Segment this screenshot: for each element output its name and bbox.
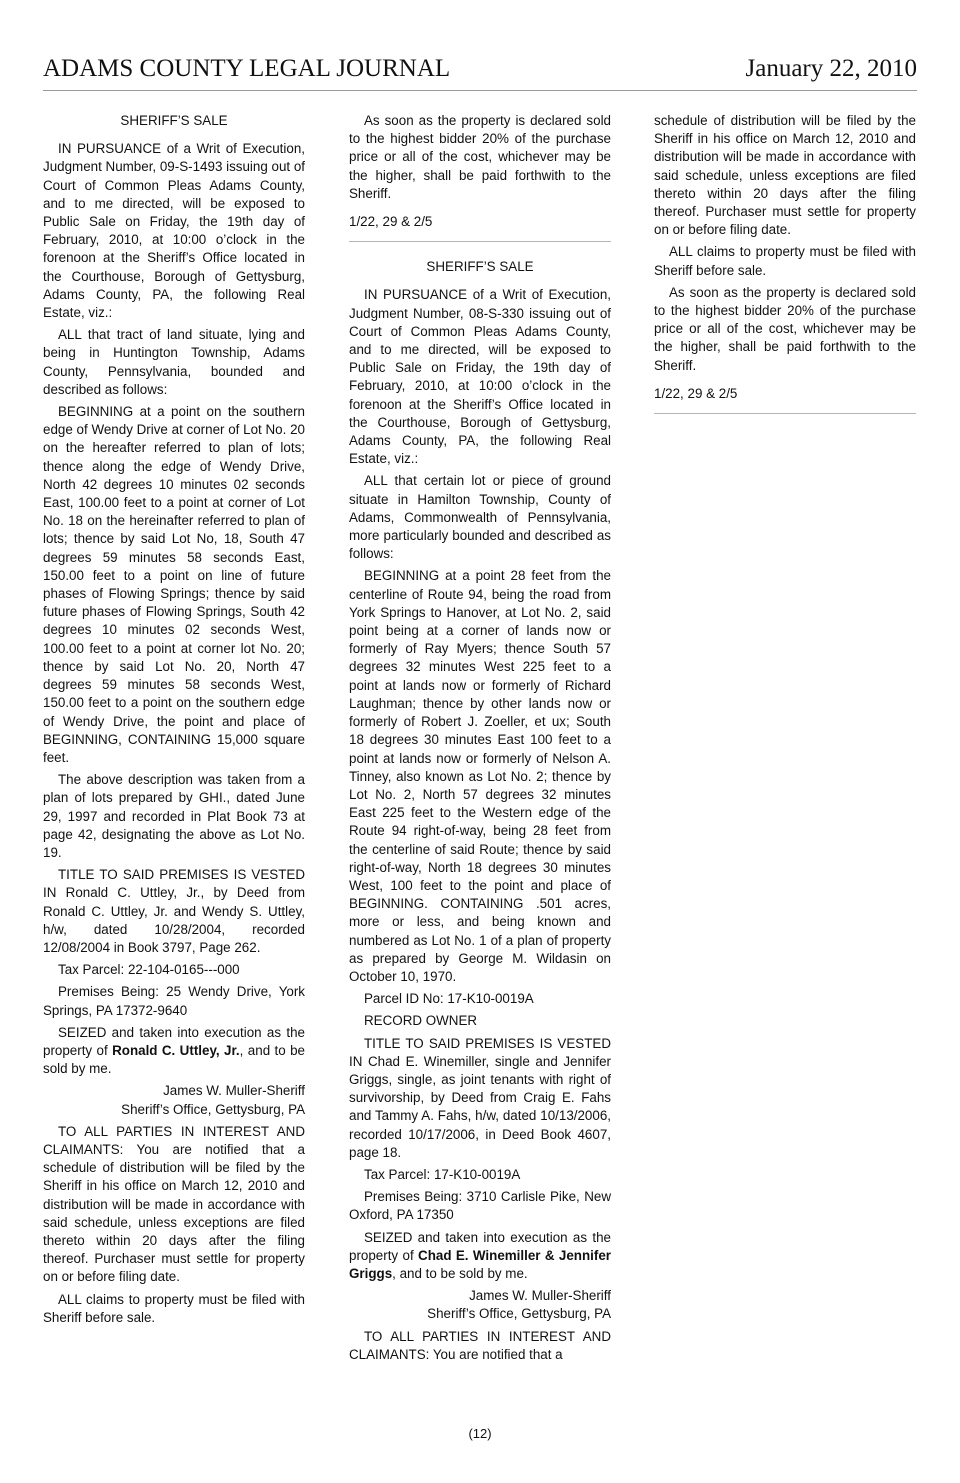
land-description: ALL that tract of land situate, lying and being in Huntington Township, Adams County, Pennsylvania, bounded and described as follows: — [43, 327, 305, 397]
land-description: ALL that certain lot or piece of ground situate in Hamilton Township, County of Adams, Commonwealth of Pennsylvania, more particularly bounded and described as follows: — [349, 473, 611, 562]
seizure-text: SEIZED and taken into execution as the property of — [43, 1024, 305, 1058]
writ-paragraph: IN PURSUANCE of a Writ of Execution, Judgment Number, 09-S-1493 issuing out of Court of Common Pleas Adams County, and to me directed, will be exposed to Public Sale on Friday, the 19th day of February, 2010, at 10:00 o’clock in the forenoon at the Sheriff’s Office located in the Courthouse, Borough of Gettysburg, Adams County, PA, the following Real Estate, viz.: — [43, 141, 306, 321]
tax-parcel: Tax Parcel: 17-K10-0019A — [364, 1166, 521, 1182]
publication-dates: 1/22, 29 & 2/5 — [654, 385, 738, 401]
boundary-description: BEGINNING at a point on the southern edge of Wendy Drive at corner of Lot No. 20 on the hereafter referred to plan of lots; thence along the edge of Wendy Drive, North 42 degrees 10 minutes 02 seconds East, 100.00 feet to a point at corner of Lot No. 18 on the hereinafter referred to plan of lots; thence by said Lot No, 18, South 47 degrees 59 minutes 58 seconds East, 150.00 feet to a point on line of future phases of Flowing Springs; thence by said future phases of Flowing Springs, South 42 degrees 10 minutes 02 seconds West, 100.00 feet to a point at corner lot No. 20; thence by said Lot No. 20, North 47 degrees 59 minutes 58 seconds West, 150.00 feet to a point on the southern edge of Wendy Drive, the point and place of BEGINNING, CONTAINING 15,000 square feet. — [43, 404, 305, 765]
property-owner: Chad E. Winemiller & Jennifer Griggs — [349, 1247, 611, 1281]
premises-address: Premises Being: 25 Wendy Drive, York Springs, PA 17372-9640 — [43, 984, 305, 1018]
distribution-notice-continued: schedule of distribution will be filed by the Sheriff in his office on March 12, 2010 and distribution will be made in accordance with said schedule, unless exceptions are filed thereto within 20 days after the filing thereof. Purchaser must settle for property on or before filing date. — [654, 113, 916, 238]
seizure-statement — [43, 1024, 305, 1079]
sheriff-name: James W. Muller-Sheriff — [469, 1288, 611, 1304]
payment-terms: As soon as the property is declared sold to the highest bidder 20% of the purchase price or all of the cost, whichever may be the higher, shall be paid forthwith to the Sheriff. — [349, 113, 611, 201]
property-owner: Ronald C. Uttley, Jr. — [112, 1042, 240, 1058]
parcel-id: Parcel ID No: 17-K10-0019A — [364, 991, 534, 1007]
title-vesting: TITLE TO SAID PREMISES IS VESTED IN Chad E. Winemiller, single and Jennifer Griggs, single, as joint tenants with right of survivorship, by Deed from Craig E. Fahs and Tammy A. Fahs, h/w, dated 10/13/2006, recorded 10/17/2006, in Deed Book 4607, page 18. — [349, 1035, 611, 1160]
writ-paragraph: IN PURSUANCE of a Writ of Execution, Judgment Number, 08-S-330 issuing out of Court of Common Pleas Adams County, and to me directed, will be exposed to Public Sale on Friday, the 19th day of February, 2010, at 10:00 o’clock in the forenoon at the Sheriff’s Office located in the Courthouse, Borough of Gettysburg, Adams County, PA, the following Real Estate, viz.: — [349, 287, 611, 467]
journal-title: ADAMS COUNTY LEGAL JOURNAL — [43, 55, 451, 82]
seizure-text-end: , and to be sold by me. — [43, 1042, 306, 1077]
seizure-text-end: , and to be sold by me. — [392, 1265, 528, 1281]
distribution-notice: TO ALL PARTIES IN INTEREST AND CLAIMANTS: You are notified that a schedule of distribution will be filed by the Sheriff in his office on March 12, 2010 and distribution will be made in accordance with said schedule, unless exceptions are filed thereto within 20 days after the filing thereof. Purchaser must settle for property on or before filing date. — [43, 1123, 305, 1285]
boundary-description: BEGINNING at a point 28 feet from the centerline of Route 94, being the road from York Springs to Hanover, at Lot No. 2, said point being at a corner of lands now or formerly of Ray Myers; thence South 57 degrees 32 minutes West 225 feet to a point at lands now or formerly of Richard Laughman; thence by other lands now or formerly of Robert J. Zoeller, et ux; South 18 degrees 30 minutes East 100 feet to a point at lands now or formerly of Nelson A. Tinney, also known as Lot No. 2; thence by Lot No. 2, North 57 degrees 32 minutes East 225 feet to the Western edge of the Route 94 right-of-way, being 28 feet from the centerline of said Route; thence by said right-of-way, North 18 degrees 30 minutes West, 100 feet to the point and place of BEGINNING. CONTAINING .501 acres, more or less, and being known and numbered as Lot No. 1 of a plan of property as prepared by George M. Wildasin on October 10, 1970. — [349, 568, 611, 984]
claims-notice: ALL claims to property must be filed with Sheriff before sale. — [654, 244, 916, 278]
sheriff-signature — [349, 1287, 611, 1323]
plan-reference: The above description was taken from a plan of lots prepared by GHI., dated June 29, 1997 and recorded in Plat Book 73 at page 42, designating the above as Lot No. 19. — [43, 772, 305, 860]
column-2 — [349, 112, 611, 1368]
notice-title: SHERIFF’S SALE — [426, 259, 534, 275]
record-owner: RECORD OWNER — [364, 1013, 478, 1029]
distribution-notice-start: TO ALL PARTIES IN INTEREST AND CLAIMANTS: You are notified that a — [349, 1328, 611, 1362]
title-vesting: TITLE TO SAID PREMISES IS VESTED IN Ronald C. Uttley, Jr., by Deed from Ronald C. Uttley, Jr. and Wendy S. Uttley, h/w, dated 10/28/2004, recorded 12/08/2004 in Book 3797, Page 262. — [43, 867, 305, 955]
publication-dates: 1/22, 29 & 2/5 — [349, 214, 433, 230]
page-number: (12) — [468, 1426, 492, 1441]
notice-divider — [349, 241, 611, 242]
tax-parcel: Tax Parcel: 22-104-0165---000 — [58, 962, 240, 978]
column-1 — [43, 112, 305, 1331]
sheriff-office: Sheriff’s Office, Gettysburg, PA — [121, 1101, 305, 1117]
page-header — [43, 50, 917, 91]
sheriff-name: James W. Muller-Sheriff — [163, 1083, 305, 1099]
premises-address: Premises Being: 3710 Carlisle Pike, New Oxford, PA 17350 — [349, 1189, 611, 1223]
seizure-text: SEIZED and taken into execution as the property of — [349, 1229, 611, 1263]
column-3 — [654, 112, 916, 430]
payment-terms: As soon as the property is declared sold to the highest bidder 20% of the purchase price or all of the cost, whichever may be the higher, shall be paid forthwith to the Sheriff. — [654, 284, 916, 373]
claims-notice: ALL claims to property must be filed with Sheriff before sale. — [43, 1291, 305, 1325]
seizure-statement — [349, 1229, 611, 1284]
notice-title: SHERIFF’S SALE — [120, 113, 228, 128]
sheriff-signature — [43, 1082, 305, 1118]
notice-divider — [654, 413, 916, 414]
issue-date: January 22, 2010 — [745, 55, 917, 82]
sheriff-office: Sheriff’s Office, Gettysburg, PA — [427, 1306, 611, 1322]
